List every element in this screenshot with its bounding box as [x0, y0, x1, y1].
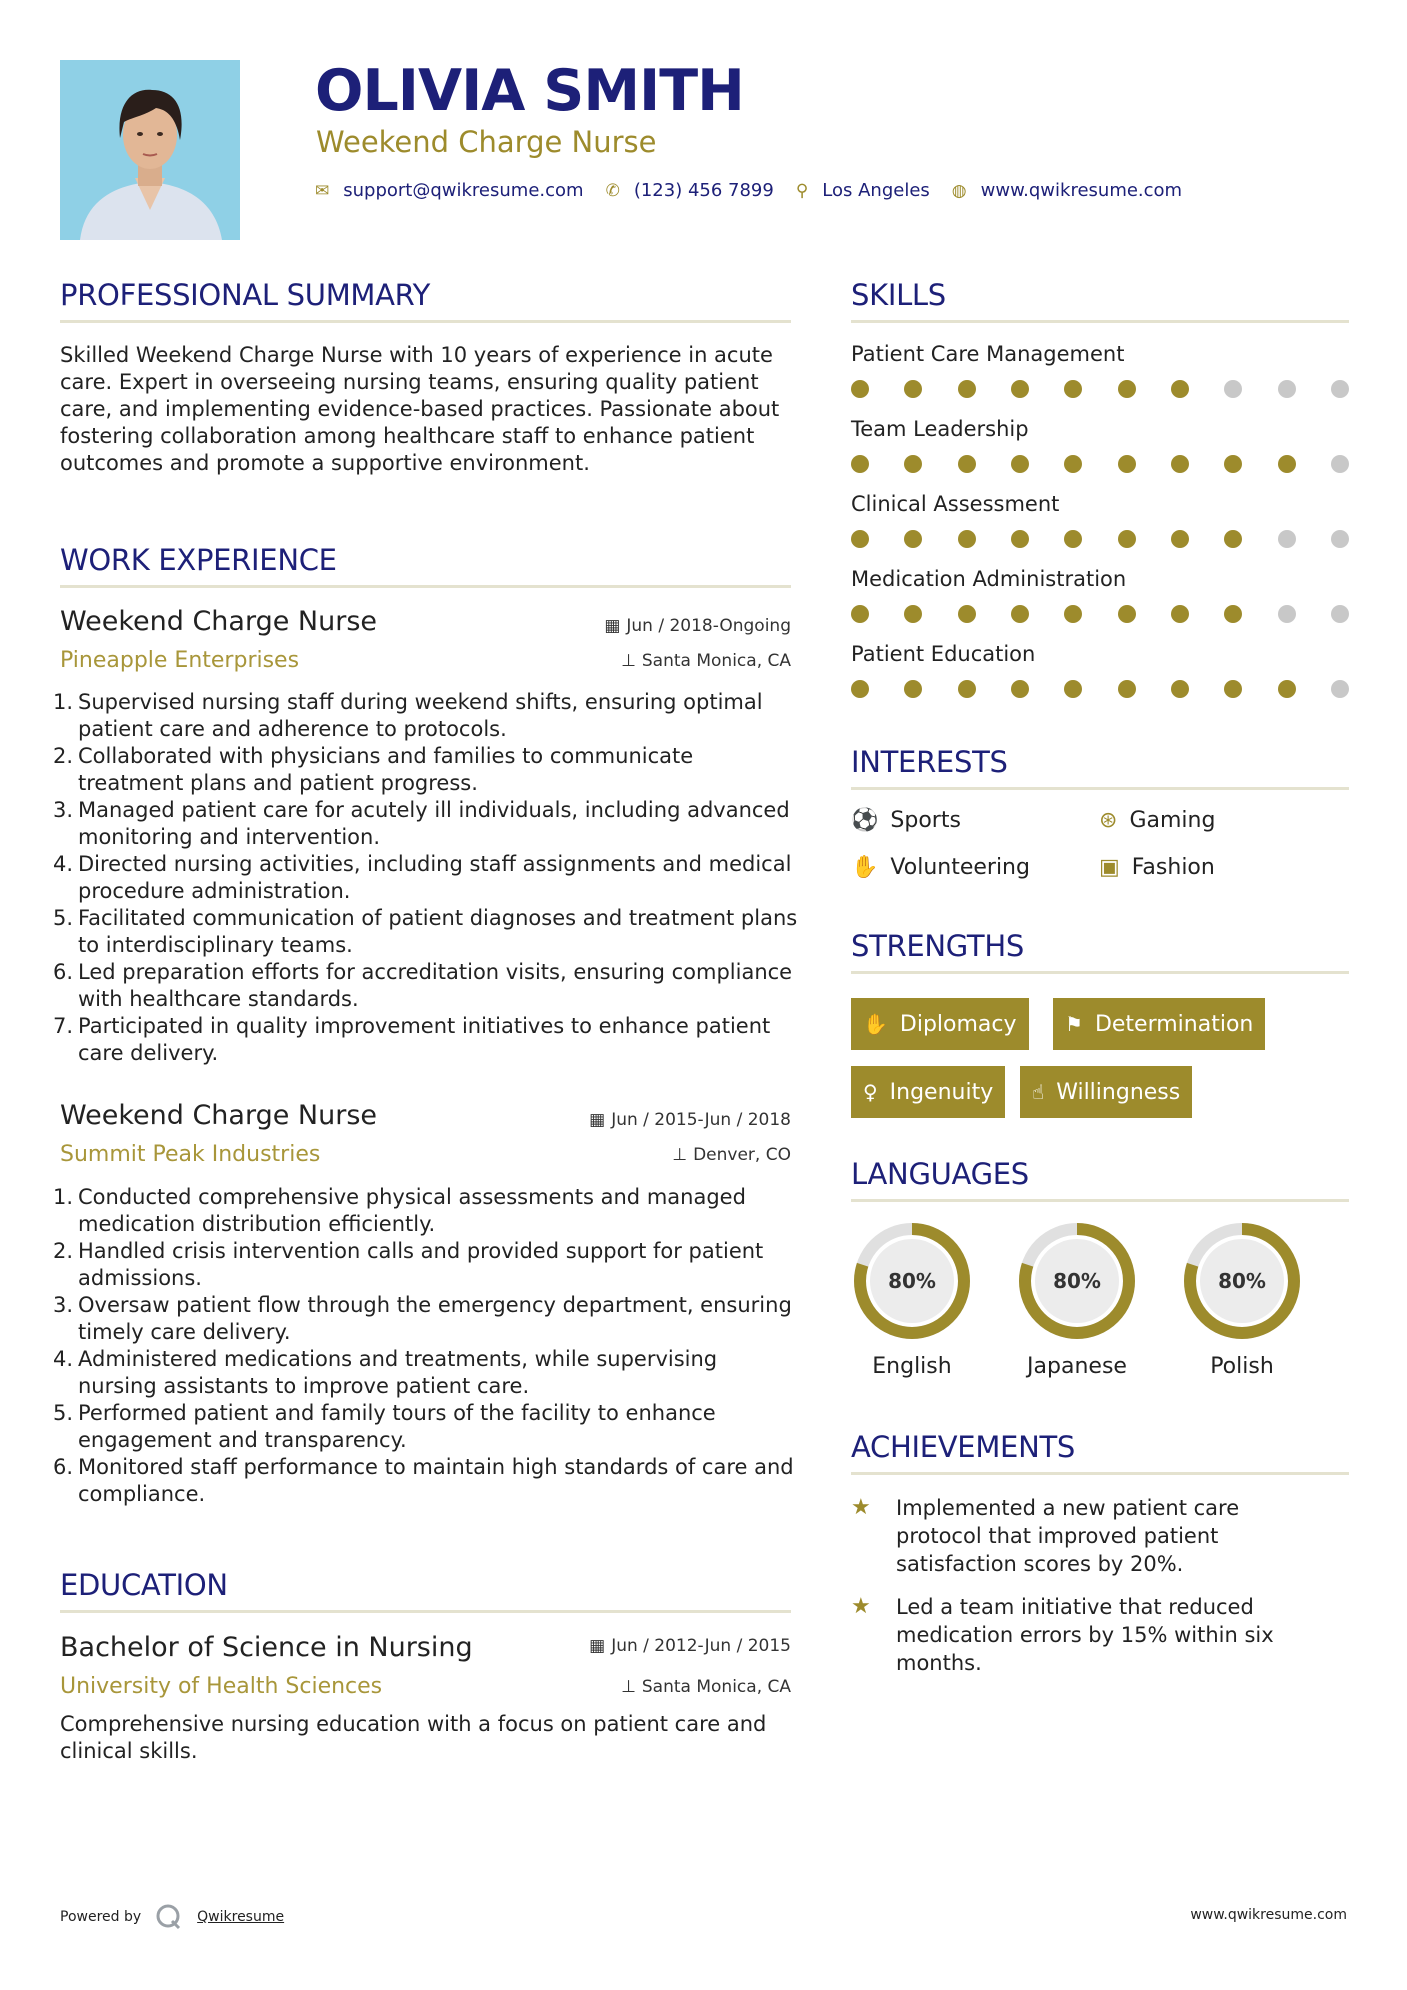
star-icon: ★: [851, 1594, 871, 1619]
skill-name: Patient Care Management: [851, 342, 1125, 366]
interests-heading: INTERESTS: [851, 745, 1008, 779]
rating-dot-filled: [851, 530, 869, 548]
skills-rule: [851, 320, 1349, 323]
pushpin-icon: ⊥: [672, 1145, 688, 1165]
list-item: 3. Managed patient care for acutely ill individuals, including advanced monitoring and intervention.: [53, 798, 790, 849]
qwikresume-logo-icon: [155, 1903, 183, 1931]
experience-heading: WORK EXPERIENCE: [60, 543, 337, 577]
pushpin-icon: ⊥: [621, 651, 636, 671]
job-2-role: Weekend Charge Nurse: [60, 1100, 378, 1131]
achievements-rule: [851, 1472, 1349, 1475]
rating-dot-empty: [1278, 530, 1296, 548]
star-icon: ★: [851, 1495, 871, 1520]
phone-icon: ✆: [605, 180, 620, 201]
languages-heading: LANGUAGES: [851, 1157, 1029, 1191]
job-1-location-text: Santa Monica, CA: [641, 651, 791, 671]
rating-dot-filled: [1171, 530, 1189, 548]
experience-rule: [60, 585, 791, 588]
rating-dot-empty: [1278, 380, 1296, 398]
job-2-duties: [53, 1184, 800, 1508]
education-school: University of Health Sciences: [60, 1674, 383, 1699]
phone-text: (123) 456 7899: [633, 180, 774, 201]
education-description: Comprehensive nursing education with a focus on patient care and clinical skills.: [60, 1712, 767, 1763]
list-item: 1. Supervised nursing staff during weekend shifts, ensuring optimal patient care and adherence to protocols.: [53, 690, 763, 741]
contact-email[interactable]: [315, 180, 584, 201]
job-1-company: Pineapple Enterprises: [60, 648, 300, 673]
interest-gaming: [1099, 808, 1215, 833]
interest-label: Volunteering: [890, 855, 1030, 880]
powered-by-text: Powered by: [60, 1909, 142, 1925]
rating-dot-filled: [1011, 680, 1029, 698]
skill-rating: [851, 680, 1349, 698]
footer-powered-by: [60, 1903, 284, 1931]
calendar-icon: ▦: [604, 616, 621, 636]
skills-heading: SKILLS: [851, 278, 946, 312]
rating-dot-filled: [1118, 380, 1136, 398]
job-1-duties: [53, 689, 800, 1067]
rating-dot-filled: [1118, 680, 1136, 698]
job-1-role: Weekend Charge Nurse: [60, 606, 378, 637]
contact-location: [796, 180, 930, 201]
lightbulb-icon: ♀: [863, 1080, 878, 1104]
rating-dot-filled: [904, 680, 922, 698]
duty-text: Performed patient and family tours of the facility to enhance engagement and transparency.: [78, 1401, 716, 1452]
rating-dot-filled: [1118, 605, 1136, 623]
rating-dot-filled: [1171, 380, 1189, 398]
duty-text: Led preparation efforts for accreditation visits, ensuring compliance with healthcare standards.: [78, 960, 793, 1011]
rating-dot-empty: [1331, 680, 1349, 698]
interests-rule: [851, 787, 1349, 790]
rating-dot-empty: [1331, 530, 1349, 548]
list-item: 6. Monitored staff performance to maintain high standards of care and compliance.: [53, 1455, 794, 1506]
achievements-heading: ACHIEVEMENTS: [851, 1430, 1075, 1464]
calendar-icon: ▦: [589, 1110, 606, 1130]
rating-dot-filled: [1064, 680, 1082, 698]
strength-label: Ingenuity: [889, 1079, 994, 1105]
achievement-item: [851, 1593, 1301, 1677]
list-item: 2. Collaborated with physicians and families to communicate treatment plans and patient progress.: [53, 744, 694, 795]
rating-dot-filled: [958, 530, 976, 548]
rating-dot-empty: [1331, 380, 1349, 398]
profile-photo: [60, 60, 240, 240]
job-2-dates-text: Jun / 2015-Jun / 2018: [611, 1110, 791, 1130]
education-location-text: Santa Monica, CA: [641, 1677, 791, 1697]
interest-sports: [851, 808, 961, 833]
rating-dot-filled: [851, 680, 869, 698]
candidate-title: Weekend Charge Nurse: [316, 125, 657, 159]
skill-name: Clinical Assessment: [851, 492, 1060, 516]
duty-text: Conducted comprehensive physical assessments and managed medication distribution efficiently.: [78, 1185, 746, 1236]
rating-dot-empty: [1331, 455, 1349, 473]
duty-text: Facilitated communication of patient diagnoses and treatment plans to interdisciplinary teams.: [78, 906, 798, 957]
rating-dot-filled: [1224, 605, 1242, 623]
strength-label: Willingness: [1056, 1079, 1181, 1105]
list-item: 2. Handled crisis intervention calls and provided support for patient admissions.: [53, 1239, 764, 1290]
duty-text: Managed patient care for acutely ill individuals, including advanced monitoring and intervention.: [78, 798, 790, 849]
language-progress-ring: [1016, 1220, 1138, 1342]
strengths-rule: [851, 971, 1349, 974]
rating-dot-filled: [1064, 530, 1082, 548]
interest-label: Fashion: [1131, 855, 1215, 880]
language-name: Japanese: [1027, 1354, 1127, 1379]
footer-url[interactable]: www.qwikresume.com: [1190, 1907, 1347, 1923]
achievement-text: Led a team initiative that reduced medication errors by 15% within six months.: [896, 1595, 1274, 1675]
summary-text: Skilled Weekend Charge Nurse with 10 years of experience in acute care. Expert in overseeing nursing teams, ensuring quality patient care, and implementing evidence-based practices. Passionate about fostering collaboration among healthcare staff to enhance patient outcomes and promote a supportive environment.: [60, 343, 780, 475]
duty-text: Directed nursing activities, including staff assignments and medical procedure administration.: [78, 852, 792, 903]
rating-dot-filled: [1224, 455, 1242, 473]
language-name: English: [872, 1354, 952, 1379]
duty-text: Participated in quality improvement initiatives to enhance patient care delivery.: [78, 1014, 771, 1065]
language-progress-ring: [851, 1220, 973, 1342]
rating-dot-filled: [851, 455, 869, 473]
list-item: 1. Conducted comprehensive physical assessments and managed medication distribution efficiently.: [53, 1185, 746, 1236]
language-percent: 80%: [1218, 1269, 1266, 1293]
skill-name: Patient Education: [851, 642, 1036, 666]
strength-badge-diplomacy: [851, 998, 1029, 1050]
achievement-text: Implemented a new patient care protocol that improved patient satisfaction scores by 20%.: [896, 1496, 1240, 1576]
rating-dot-filled: [958, 680, 976, 698]
summary-heading: PROFESSIONAL SUMMARY: [60, 278, 431, 312]
duty-text: Oversaw patient flow through the emergency department, ensuring timely care delivery.: [78, 1293, 792, 1344]
flag-icon: ⚑: [1065, 1012, 1083, 1036]
website-text: www.qwikresume.com: [980, 180, 1183, 201]
candidate-name: OLIVIA SMITH: [315, 58, 744, 124]
language-percent: 80%: [888, 1269, 936, 1293]
rating-dot-filled: [958, 605, 976, 623]
job-2-location: [672, 1145, 791, 1165]
location-text: Los Angeles: [822, 180, 930, 201]
duty-text: Supervised nursing staff during weekend shifts, ensuring optimal patient care and adherence to protocols.: [78, 690, 763, 741]
language-item: [1181, 1220, 1303, 1379]
job-1-location: [621, 651, 791, 671]
duty-text: Monitored staff performance to maintain high standards of care and compliance.: [78, 1455, 794, 1506]
duty-text: Administered medications and treatments, while supervising nursing assistants to improve patient care.: [78, 1347, 718, 1398]
education-heading: EDUCATION: [60, 1568, 228, 1602]
skill-rating: [851, 530, 1349, 548]
skill-rating: [851, 380, 1349, 398]
rating-dot-filled: [1224, 530, 1242, 548]
education-dates-text: Jun / 2012-Jun / 2015: [611, 1636, 791, 1656]
list-item: 3. Oversaw patient flow through the emergency department, ensuring timely care delivery.: [53, 1293, 792, 1344]
handshake-icon: ✋: [851, 855, 879, 880]
soccer-ball-icon: ⚽: [851, 808, 879, 833]
language-item: [1016, 1220, 1138, 1379]
envelope-icon: ✉: [315, 180, 330, 201]
rating-dot-filled: [1064, 455, 1082, 473]
rating-dot-filled: [1171, 605, 1189, 623]
email-text: support@qwikresume.com: [343, 180, 584, 201]
rating-dot-filled: [1064, 380, 1082, 398]
summary-rule: [60, 320, 791, 323]
job-2-dates: [589, 1110, 791, 1130]
rating-dot-filled: [1118, 455, 1136, 473]
duty-text: Handled crisis intervention calls and provided support for patient admissions.: [78, 1239, 764, 1290]
list-item: 7. Participated in quality improvement initiatives to enhance patient care delivery.: [53, 1014, 771, 1065]
rating-dot-filled: [1064, 605, 1082, 623]
list-item: 4. Directed nursing activities, including staff assignments and medical procedure administration.: [53, 852, 792, 903]
education-dates: [589, 1636, 791, 1656]
list-item: 4. Administered medications and treatments, while supervising nursing assistants to improve patient care.: [53, 1347, 718, 1398]
contact-bar: [315, 180, 1204, 201]
rating-dot-filled: [1171, 680, 1189, 698]
strength-badge-willingness: [1020, 1066, 1192, 1118]
rating-dot-filled: [1118, 530, 1136, 548]
skill-name: Medication Administration: [851, 567, 1127, 591]
education-rule: [60, 1610, 791, 1613]
thumbs-up-icon: ☝: [1032, 1080, 1045, 1104]
strengths-heading: STRENGTHS: [851, 929, 1024, 963]
rating-dot-filled: [904, 530, 922, 548]
gamepad-icon: ⊛: [1099, 808, 1118, 833]
rating-dot-filled: [1224, 680, 1242, 698]
rating-dot-filled: [1011, 455, 1029, 473]
rating-dot-filled: [958, 380, 976, 398]
language-progress-ring: [1181, 1220, 1303, 1342]
language-percent: 80%: [1053, 1269, 1101, 1293]
pushpin-icon: ⊥: [621, 1677, 636, 1697]
interest-label: Gaming: [1129, 808, 1216, 833]
skill-name: Team Leadership: [851, 417, 1029, 441]
brand-link[interactable]: Qwikresume: [197, 1909, 285, 1925]
strength-badge-ingenuity: [851, 1066, 1005, 1118]
rating-dot-filled: [904, 605, 922, 623]
list-item: 5. Performed patient and family tours of the facility to enhance engagement and transparency.: [53, 1401, 716, 1452]
strength-label: Diplomacy: [899, 1011, 1017, 1037]
education-location: [621, 1677, 791, 1697]
rating-dot-filled: [904, 380, 922, 398]
job-2-location-text: Denver, CO: [693, 1145, 791, 1165]
list-item: 6. Led preparation efforts for accreditation visits, ensuring compliance with healthcare standards.: [53, 960, 793, 1011]
handshake-icon: ✋: [863, 1012, 888, 1036]
strength-badge-determination: [1053, 998, 1265, 1050]
job-1-dates: [604, 616, 791, 636]
languages-rule: [851, 1199, 1349, 1202]
rating-dot-filled: [1011, 530, 1029, 548]
rating-dot-filled: [1278, 455, 1296, 473]
rating-dot-empty: [1224, 380, 1242, 398]
rating-dot-filled: [1011, 380, 1029, 398]
education-degree: Bachelor of Science in Nursing: [60, 1632, 473, 1663]
rating-dot-filled: [1278, 680, 1296, 698]
skill-rating: [851, 455, 1349, 473]
rating-dot-filled: [1011, 605, 1029, 623]
globe-icon: ◍: [951, 180, 967, 201]
list-item: 5. Facilitated communication of patient diagnoses and treatment plans to interdisciplinary teams.: [53, 906, 798, 957]
interest-fashion: [1099, 855, 1215, 880]
map-pin-icon: ⚲: [795, 180, 809, 201]
calendar-icon: ▦: [589, 1636, 606, 1656]
job-1-dates-text: Jun / 2018-Ongoing: [626, 616, 791, 636]
duty-text: Collaborated with physicians and families to communicate treatment plans and patient progress.: [78, 744, 694, 795]
language-item: [851, 1220, 973, 1379]
job-2-company: Summit Peak Industries: [60, 1142, 321, 1167]
rating-dot-filled: [1171, 455, 1189, 473]
contact-website[interactable]: [952, 180, 1182, 201]
achievement-item: [851, 1494, 1301, 1578]
contact-phone[interactable]: [606, 180, 774, 201]
rating-dot-filled: [851, 380, 869, 398]
rating-dot-filled: [851, 605, 869, 623]
rating-dot-empty: [1331, 605, 1349, 623]
skill-rating: [851, 605, 1349, 623]
strength-label: Determination: [1094, 1011, 1254, 1037]
interest-volunteering: [851, 855, 1030, 880]
rating-dot-filled: [958, 455, 976, 473]
rating-dot-filled: [904, 455, 922, 473]
interest-label: Sports: [890, 808, 961, 833]
language-name: Polish: [1210, 1354, 1274, 1379]
shopping-bag-icon: ▣: [1099, 855, 1120, 880]
rating-dot-empty: [1278, 605, 1296, 623]
